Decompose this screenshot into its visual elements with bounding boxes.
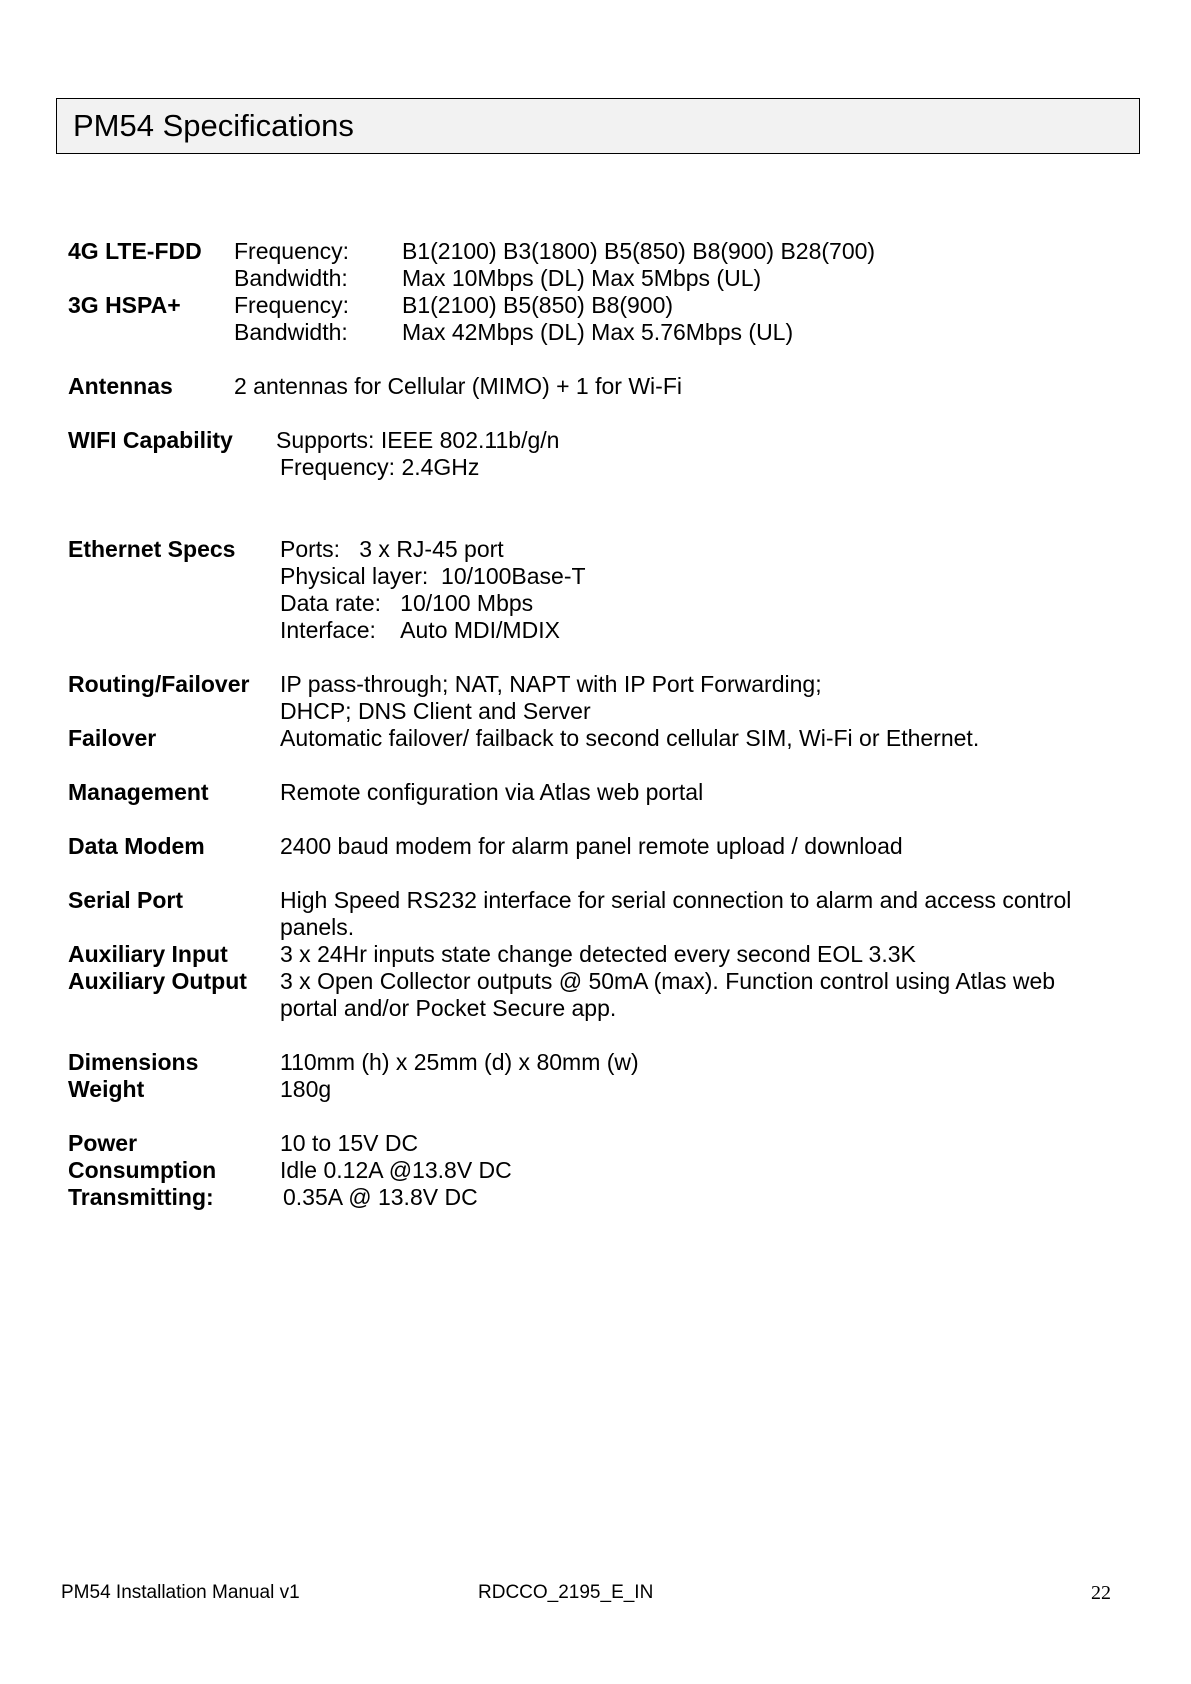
antennas-label: Antennas xyxy=(68,373,173,399)
hspa-label: 3G HSPA+ xyxy=(68,292,181,318)
footer-manual-title: PM54 Installation Manual v1 xyxy=(61,1582,300,1603)
aux-input-label: Auxiliary Input xyxy=(68,941,228,967)
title-box xyxy=(56,98,1140,154)
ethernet-ports: Ports: 3 x RJ-45 port xyxy=(280,536,504,562)
routing-label: Routing/Failover xyxy=(68,671,250,697)
hspa-bandwidth-value: Max 42Mbps (DL) Max 5.76Mbps (UL) xyxy=(402,319,794,345)
ethernet-data-rate: Data rate: 10/100 Mbps xyxy=(280,590,534,616)
consumption-value: Idle 0.12A @13.8V DC xyxy=(280,1157,512,1183)
transmitting-label: Transmitting: xyxy=(68,1184,214,1210)
page-title: PM54 Specifications xyxy=(73,108,354,143)
weight-label: Weight xyxy=(68,1076,145,1102)
dimensions-value: 110mm (h) x 25mm (d) x 80mm (w) xyxy=(280,1049,639,1075)
failover-label: Failover xyxy=(68,725,157,751)
serial-port-line-1: High Speed RS232 interface for serial connection to alarm and access control xyxy=(280,887,1072,913)
antennas-value: 2 antennas for Cellular (MIMO) + 1 for Wi-Fi xyxy=(234,373,682,399)
power-label: Power xyxy=(68,1130,138,1156)
ethernet-physical-layer: Physical layer: 10/100Base-T xyxy=(280,563,586,589)
failover-value: Automatic failover/ failback to second cellular SIM, Wi-Fi or Ethernet. xyxy=(280,725,980,751)
routing-line-2: DHCP; DNS Client and Server xyxy=(280,698,591,724)
lte-frequency-key: Frequency: xyxy=(234,238,350,264)
data-modem-value: 2400 baud modem for alarm panel remote upload / download xyxy=(280,833,903,859)
aux-output-line-1: 3 x Open Collector outputs @ 50mA (max). Function control using Atlas web xyxy=(280,968,1056,994)
wifi-standard: Supports: IEEE 802.11b/g/n xyxy=(276,427,560,453)
management-value: Remote configuration via Atlas web portal xyxy=(280,779,704,805)
consumption-label: Consumption xyxy=(68,1157,217,1183)
ethernet-interface: Interface: Auto MDI/MDIX xyxy=(280,617,560,643)
wifi-frequency: Frequency: 2.4GHz xyxy=(280,454,480,480)
wifi-label: WIFI Capability xyxy=(68,427,233,453)
hspa-frequency-value: B1(2100) B5(850) B8(900) xyxy=(402,292,674,318)
lte-label: 4G LTE-FDD xyxy=(68,238,202,264)
transmitting-value: 0.35A @ 13.8V DC xyxy=(283,1184,478,1210)
management-label: Management xyxy=(68,779,209,805)
serial-port-line-2: panels. xyxy=(280,914,355,940)
page-number: 22 xyxy=(1091,1582,1111,1604)
lte-bandwidth-value: Max 10Mbps (DL) Max 5Mbps (UL) xyxy=(402,265,762,291)
ethernet-label: Ethernet Specs xyxy=(68,536,236,562)
hspa-frequency-key: Frequency: xyxy=(234,292,350,318)
dimensions-label: Dimensions xyxy=(68,1049,199,1075)
hspa-bandwidth-key: Bandwidth: xyxy=(234,319,348,345)
routing-line-1: IP pass-through; NAT, NAPT with IP Port Forwarding; xyxy=(280,671,822,697)
footer-document-code: RDCCO_2195_E_IN xyxy=(478,1582,654,1603)
aux-output-label: Auxiliary Output xyxy=(68,968,247,994)
lte-bandwidth-key: Bandwidth: xyxy=(234,265,348,291)
aux-output-line-2: portal and/or Pocket Secure app. xyxy=(280,995,617,1021)
weight-value: 180g xyxy=(280,1076,332,1102)
lte-frequency-value: B1(2100) B3(1800) B5(850) B8(900) B28(700) xyxy=(402,238,876,264)
data-modem-label: Data Modem xyxy=(68,833,205,859)
aux-input-value: 3 x 24Hr inputs state change detected every second EOL 3.3K xyxy=(280,941,916,967)
serial-port-label: Serial Port xyxy=(68,887,184,913)
power-value: 10 to 15V DC xyxy=(280,1130,419,1156)
